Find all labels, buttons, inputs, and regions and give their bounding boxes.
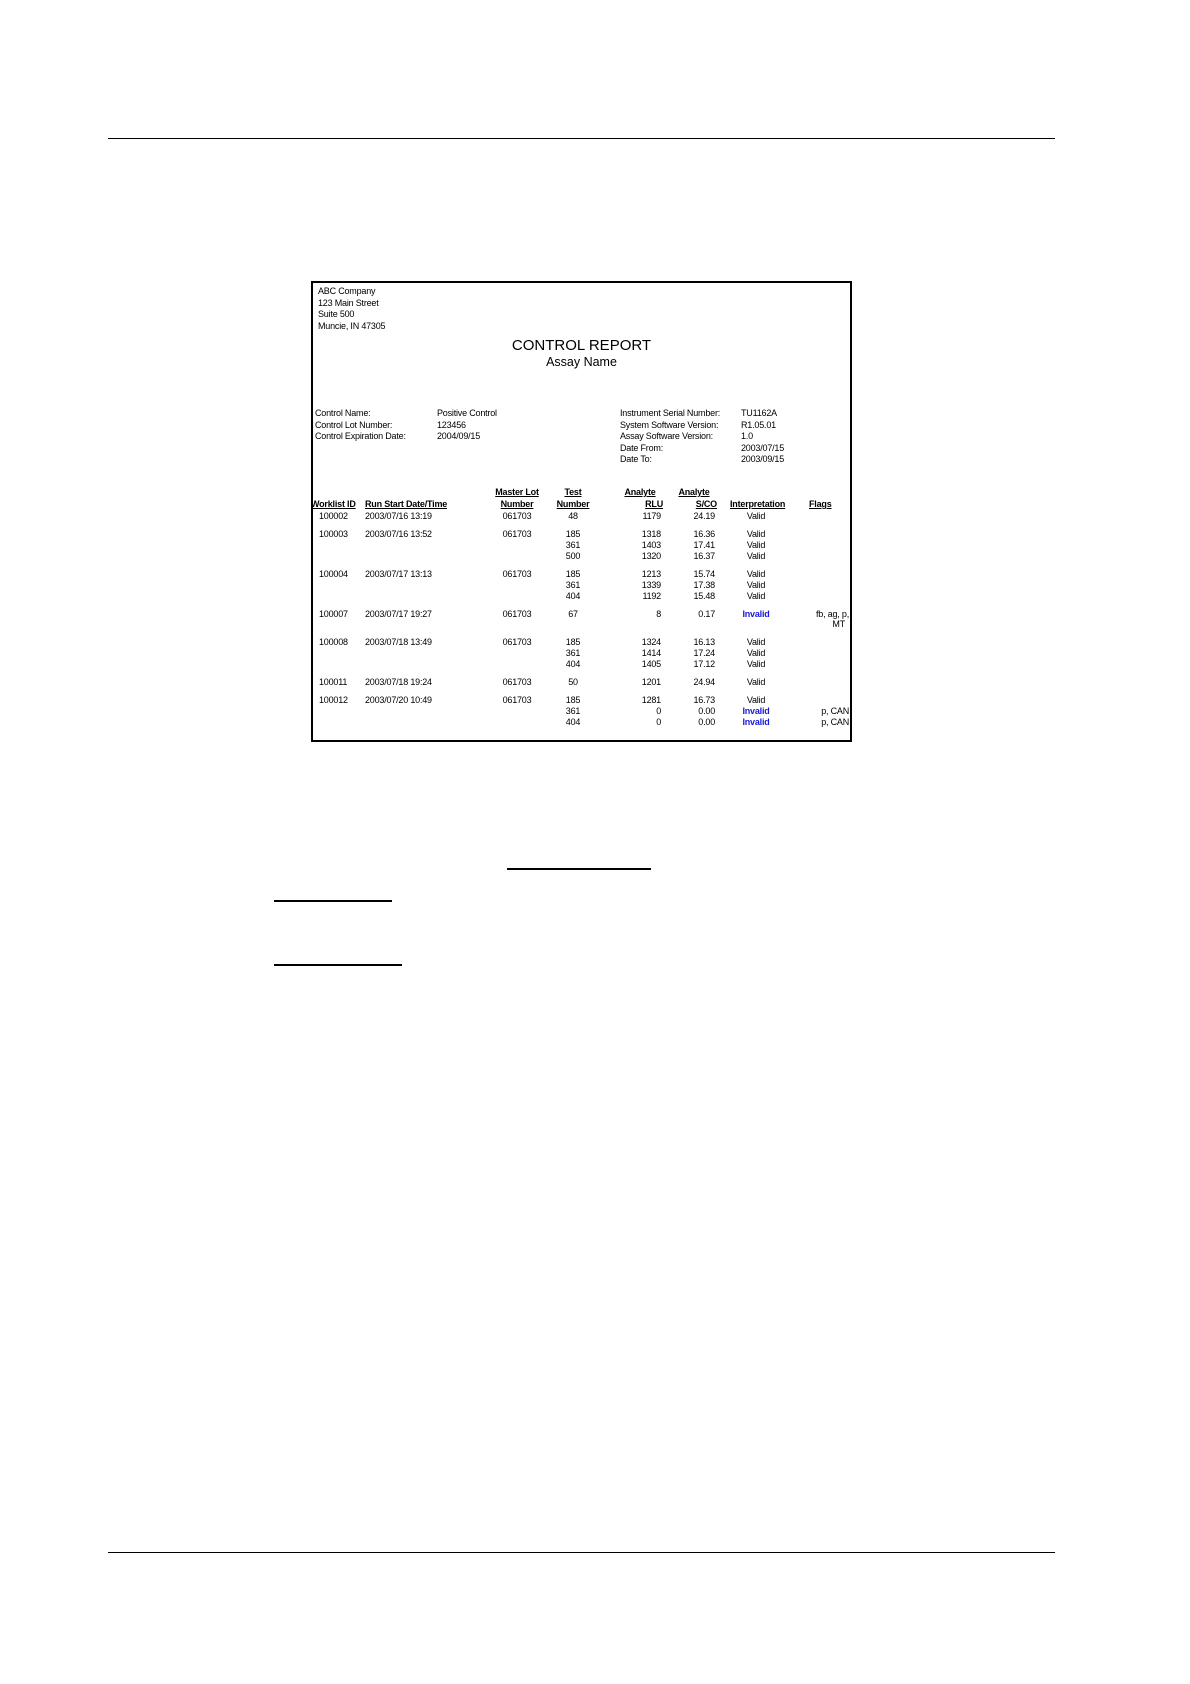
cell-test-number: 361	[565, 648, 581, 658]
info-label: Date To:	[620, 454, 652, 464]
cell-test-number: 500	[565, 551, 581, 561]
cell-interpretation: Valid	[746, 580, 766, 590]
cell-interpretation: Valid	[746, 551, 766, 561]
cell-test-number: 361	[565, 540, 581, 550]
cell-test-number: 185	[565, 637, 581, 647]
cell-test-number: 404	[565, 659, 581, 669]
control-info-left	[315, 408, 406, 443]
cell-sco: 17.38	[693, 580, 715, 590]
cell-test-number: 404	[565, 717, 581, 727]
cell-sco: 16.73	[693, 695, 715, 705]
header-flags: Flags	[809, 499, 832, 509]
cell-interpretation: Valid	[746, 511, 766, 521]
header-master-lot-number: Number	[500, 499, 534, 509]
info-value: 2003/07/15	[741, 442, 785, 453]
cell-test-number: 361	[565, 706, 581, 716]
report-title: CONTROL REPORT	[511, 337, 652, 354]
info-row	[315, 408, 406, 420]
cell-master-lot: 061703	[502, 637, 532, 647]
cell-worklist-id: 100011	[319, 677, 348, 687]
cell-run-start: 2003/07/16 13:52	[365, 529, 432, 539]
control-info-right	[620, 408, 720, 466]
info-row	[315, 420, 406, 432]
blank-field-line	[274, 964, 402, 966]
company-suite: Suite 500	[318, 309, 355, 319]
header-master-lot: Master Lot	[495, 487, 539, 497]
cell-master-lot: 061703	[502, 677, 532, 687]
cell-master-lot: 061703	[502, 695, 532, 705]
header-analyte-rlu: Analyte	[624, 487, 656, 497]
cell-test-number: 67	[568, 609, 578, 619]
cell-rlu: 1403	[641, 540, 661, 550]
cell-interpretation: Invalid	[742, 717, 770, 727]
cell-sco: 0.17	[698, 609, 715, 619]
blank-field-line	[507, 868, 651, 870]
info-value: 1.0	[741, 431, 753, 441]
cell-run-start: 2003/07/18 19:24	[365, 677, 432, 687]
info-label: Instrument Serial Number:	[620, 408, 721, 418]
cell-worklist-id: 100008	[319, 637, 348, 647]
cell-run-start: 2003/07/18 13:49	[365, 637, 432, 647]
control-info-right-values	[741, 408, 784, 466]
company-street: 123 Main Street	[318, 297, 379, 308]
cell-master-lot: 061703	[502, 569, 532, 579]
cell-interpretation: Valid	[746, 648, 766, 658]
cell-sco: 17.41	[693, 540, 715, 550]
cell-flags: p, CAN	[821, 717, 849, 727]
cell-rlu: 1339	[641, 580, 661, 590]
cell-interpretation: Valid	[746, 637, 766, 647]
header-rlu: RLU	[645, 499, 663, 509]
cell-test-number: 361	[565, 580, 581, 590]
cell-interpretation: Invalid	[742, 706, 770, 716]
cell-sco: 16.36	[693, 529, 715, 539]
cell-flags: p, CAN	[821, 706, 849, 716]
cell-worklist-id: 100002	[319, 511, 348, 521]
control-info-left-values	[437, 408, 497, 443]
cell-flags: MT	[832, 619, 845, 629]
info-value: TU1162A	[741, 408, 777, 418]
cell-test-number: 48	[568, 511, 578, 521]
cell-run-start: 2003/07/16 13:19	[365, 511, 432, 521]
company-name: ABC Company	[318, 286, 376, 296]
cell-rlu: 1318	[641, 529, 661, 539]
info-value: 2004/09/15	[437, 431, 481, 441]
cell-rlu: 1405	[641, 659, 661, 669]
cell-interpretation: Invalid	[742, 609, 770, 619]
cell-interpretation: Valid	[746, 540, 766, 550]
header-worklist-id: Worklist ID	[311, 499, 356, 509]
control-report-figure	[311, 281, 852, 742]
info-value: 123456	[437, 419, 466, 430]
cell-interpretation: Valid	[746, 529, 766, 539]
info-label: Assay Software Version:	[620, 431, 713, 441]
header-interpretation: Interpretation	[730, 499, 786, 509]
cell-test-number: 404	[565, 591, 581, 601]
cell-rlu: 1414	[641, 648, 661, 658]
cell-interpretation: Valid	[746, 677, 766, 687]
cell-interpretation: Valid	[746, 659, 766, 669]
cell-master-lot: 061703	[502, 529, 532, 539]
cell-sco: 16.13	[693, 637, 715, 647]
cell-sco: 24.94	[693, 677, 715, 687]
cell-master-lot: 061703	[502, 609, 532, 619]
info-label: Control Lot Number:	[315, 419, 393, 430]
cell-interpretation: Valid	[746, 695, 766, 705]
cell-rlu: 0	[656, 717, 661, 727]
cell-rlu: 0	[656, 706, 661, 716]
cell-rlu: 1179	[642, 511, 661, 521]
header-test: Test	[564, 487, 582, 497]
cell-rlu: 1281	[641, 695, 661, 705]
info-label: Date From:	[620, 442, 664, 453]
cell-worklist-id: 100012	[319, 695, 348, 705]
cell-sco: 17.24	[693, 648, 715, 658]
cell-rlu: 8	[656, 609, 661, 619]
info-value: R1.05.01	[741, 419, 776, 430]
cell-run-start: 2003/07/20 10:49	[365, 695, 432, 705]
cell-interpretation: Valid	[746, 591, 766, 601]
cell-worklist-id: 100004	[319, 569, 348, 579]
cell-worklist-id: 100007	[319, 609, 348, 619]
info-label: Control Name:	[315, 408, 371, 418]
header-test-number: Number	[556, 499, 590, 509]
cell-worklist-id: 100003	[319, 529, 348, 539]
header-sco: S/CO	[695, 499, 717, 509]
cell-run-start: 2003/07/17 19:27	[365, 609, 432, 619]
cell-run-start: 2003/07/17 13:13	[365, 569, 432, 579]
cell-rlu: 1213	[641, 569, 661, 579]
header-rule	[108, 138, 1055, 139]
info-row	[315, 431, 406, 443]
cell-rlu: 1201	[641, 677, 661, 687]
info-label: System Software Version:	[620, 419, 719, 430]
cell-test-number: 50	[568, 677, 578, 687]
cell-sco: 15.48	[693, 591, 715, 601]
cell-sco: 15.74	[693, 569, 715, 579]
cell-rlu: 1324	[641, 637, 661, 647]
cell-rlu: 1192	[642, 591, 661, 601]
cell-sco: 0.00	[698, 717, 715, 727]
info-value: 2003/09/15	[741, 454, 785, 464]
cell-interpretation: Valid	[746, 569, 766, 579]
header-run-start: Run Start Date/Time	[365, 499, 448, 509]
company-city: Muncie, IN 47305	[318, 320, 386, 331]
cell-sco: 16.37	[693, 551, 715, 561]
cell-test-number: 185	[565, 695, 581, 705]
footer-rule	[108, 1552, 1055, 1553]
cell-rlu: 1320	[641, 551, 661, 561]
cell-flags: fb, ag, p,	[815, 609, 849, 619]
cell-test-number: 185	[565, 569, 581, 579]
info-value: Positive Control	[437, 408, 497, 418]
cell-sco: 17.12	[693, 659, 715, 669]
info-label: Control Expiration Date:	[315, 431, 406, 441]
blank-field-line	[274, 900, 392, 902]
cell-master-lot: 061703	[502, 511, 532, 521]
cell-sco: 0.00	[698, 706, 715, 716]
header-analyte-sco: Analyte	[678, 487, 710, 497]
cell-sco: 24.19	[693, 511, 715, 521]
company-address	[318, 286, 385, 332]
report-subtitle: Assay Name	[546, 355, 617, 369]
cell-test-number: 185	[565, 529, 581, 539]
